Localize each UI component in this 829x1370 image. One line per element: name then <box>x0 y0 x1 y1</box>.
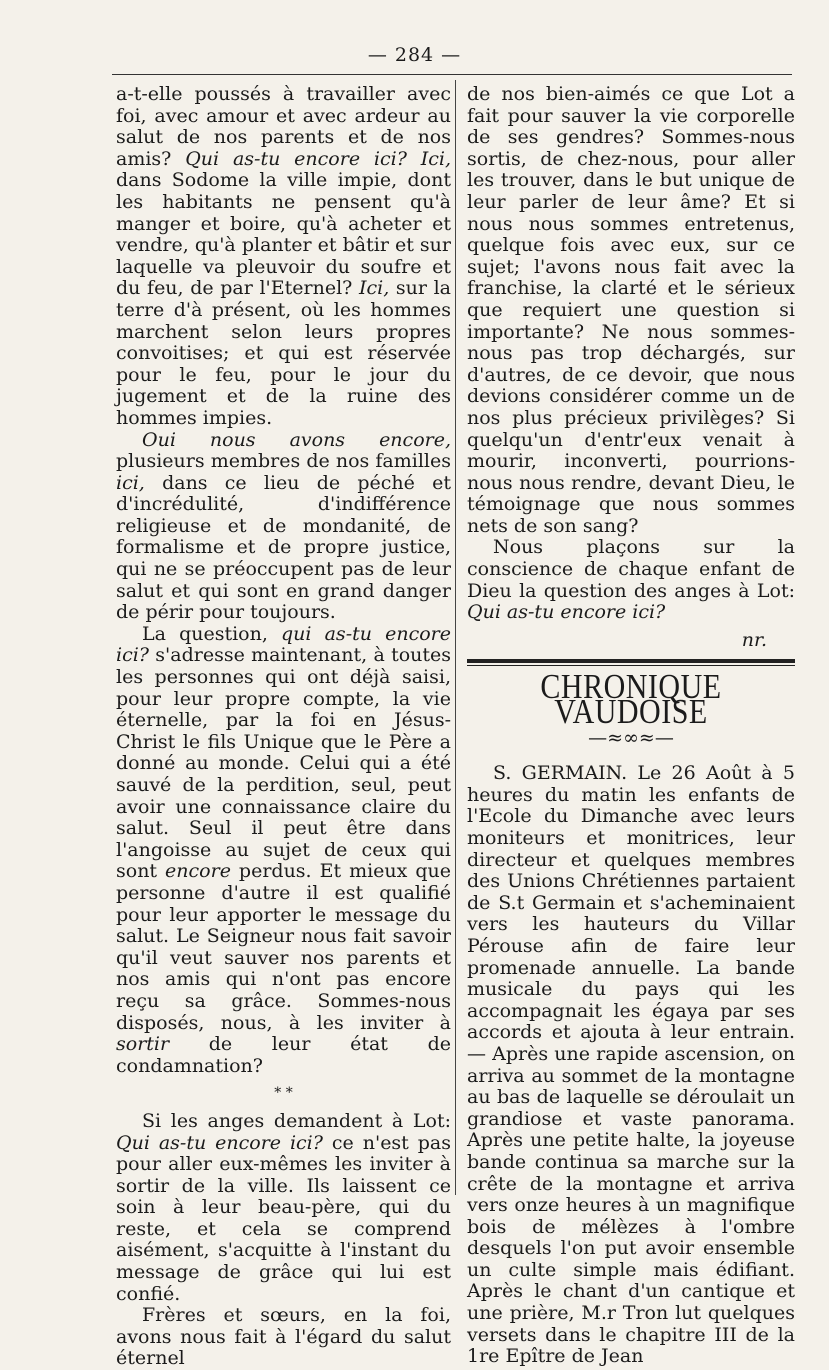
column-divider <box>455 80 456 1195</box>
paragraph: S. GERMAIN. Le 26 Août à 5 heures du matin les enfants de l'Ecole du Dimanche avec leurs moniteurs et monitrices, leur directeur et quelques membres des Unions Chrétiennes partaient de S.t Germain et s'acheminaient vers les hauteurs du Villar Pérouse afin de faire leur promenade annuelle. La bande musicale du pays qui les accompagnait les égaya par ses accords et ajouta à leur entrain. — Après une rapide ascension, on arriva au sommet de la montagne au bas de laquelle se déroulait un grandiose et vaste panorama. Après une petite halte, la joyeuse bande continua sa marche sur la crête de la montagne et arriva vers onze heures à un magnifique bois de mélèzes à l'ombre desquels l'on put avoir ensemble un culte simple mais édifiant. Après le chant d'un cantique et une prière, M.r Tron lut quelques versets dans le chapitre III de la 1re Epître de Jean <box>467 762 795 1368</box>
section-title: CHRONIQUE VAUDOISE <box>540 668 722 732</box>
paragraph: Si les anges demandent à Lot: Qui as-tu encore ici? ce n'est pas pour aller eux-mêmes les inviter à sortir de la ville. Ils laissent ce soin à leur beau-père, qui du reste, et cela se comprend aisément, s'acquitte à l'instant du message de grâce qui lui est confié. <box>116 1109 452 1305</box>
paragraph: Oui nous avons encore, plusieurs membres de nos familles ici, dans ce lieu de péché et d'incrédulité, d'indifférence religieuse et de mondanité, de formalisme et de propre justice, qui ne se préoccupent pas de leur salut et qui sont en grand danger de périr pour toujours. <box>116 428 451 624</box>
header-rule <box>112 74 792 75</box>
section-stars: * * <box>274 1085 293 1102</box>
left-column <box>116 84 451 1370</box>
right-column <box>467 84 795 1368</box>
ornament-divider: —≈∞≈— <box>588 726 674 749</box>
paragraph: a-t-elle poussés à travailler avec foi, avec amour et avec ardeur au salut de nos parents et de nos amis? Qui as-tu encore ici? Ici, dans Sodome la ville impie, dont les habitants ne pensent qu'à manger et boire, qu'à acheter et vendre, qu'à planter et bâtir et sur laquelle va pleuvoir du soufre et du feu, de par l'Eternel? Ici, sur la terre d'à présent, où les hommes marchent selon leurs propres convoitises; et qui est réservée pour le feu, pour le jour du jugement et de la ruine des hommes impies. <box>116 83 452 429</box>
paragraph: de nos bien-aimés ce que Lot a fait pour sauver la vie corporelle de ses gendres? Sommes-nous sortis, de chez-nous, pour aller les trouver, dans le but unique de leur parler de leur âme? Et si nous nous sommes entretenus, quelque fois avec eux, sur ce sujet; l'avons nous fait avec la franchise, la clarté et le sérieux que requiert une question si importante? Ne nous sommes-nous pas trop déchargés, sur d'autres, de ce devoir, que nous devions considérer comme un de nos plus précieux privilèges? Si quelqu'un d'entr'eux venait à mourir, inconverti, pourrions-nous nous rendre, devant Dieu, le témoignage que nous sommes nets de son sang? <box>467 83 795 537</box>
page-number: — 284 — <box>367 44 462 66</box>
paragraph: La question, qui as-tu encore ici? s'adresse maintenant, à toutes les personnes qui ont déjà saisi, pour leur propre compte, la vie éternelle, par la foi en Jésus-Christ le fils Unique que le Père a donné au monde. Celui qui a été sauvé de la perdition, seul, peut avoir une connaissance claire du salut. Seul il peut être dans l'angoisse au sujet de ceux qui sont encore perdus. Et mieux que personne d'autre il est qualifié pour leur apporter le message du salut. Le Seigneur nous fait savoir qu'il veut sauver nos parents et nos amis qui n'ont pas encore reçu sa grâce. Sommes-nous disposés, nous, à les inviter à sortir de leur état de condamnation? <box>116 622 452 1077</box>
paragraph: Nous plaçons sur la conscience de chaque enfant de Dieu la question des anges à Lot: Qui as-tu encore ici? <box>467 536 795 624</box>
paragraph: Frères et sœurs, en la foi, avons nous fait à l'égard du salut éternel <box>116 1304 451 1370</box>
author-signature: nr. <box>741 628 767 651</box>
place-name: S. GERMAIN. <box>493 762 628 785</box>
section-rule <box>467 659 795 666</box>
